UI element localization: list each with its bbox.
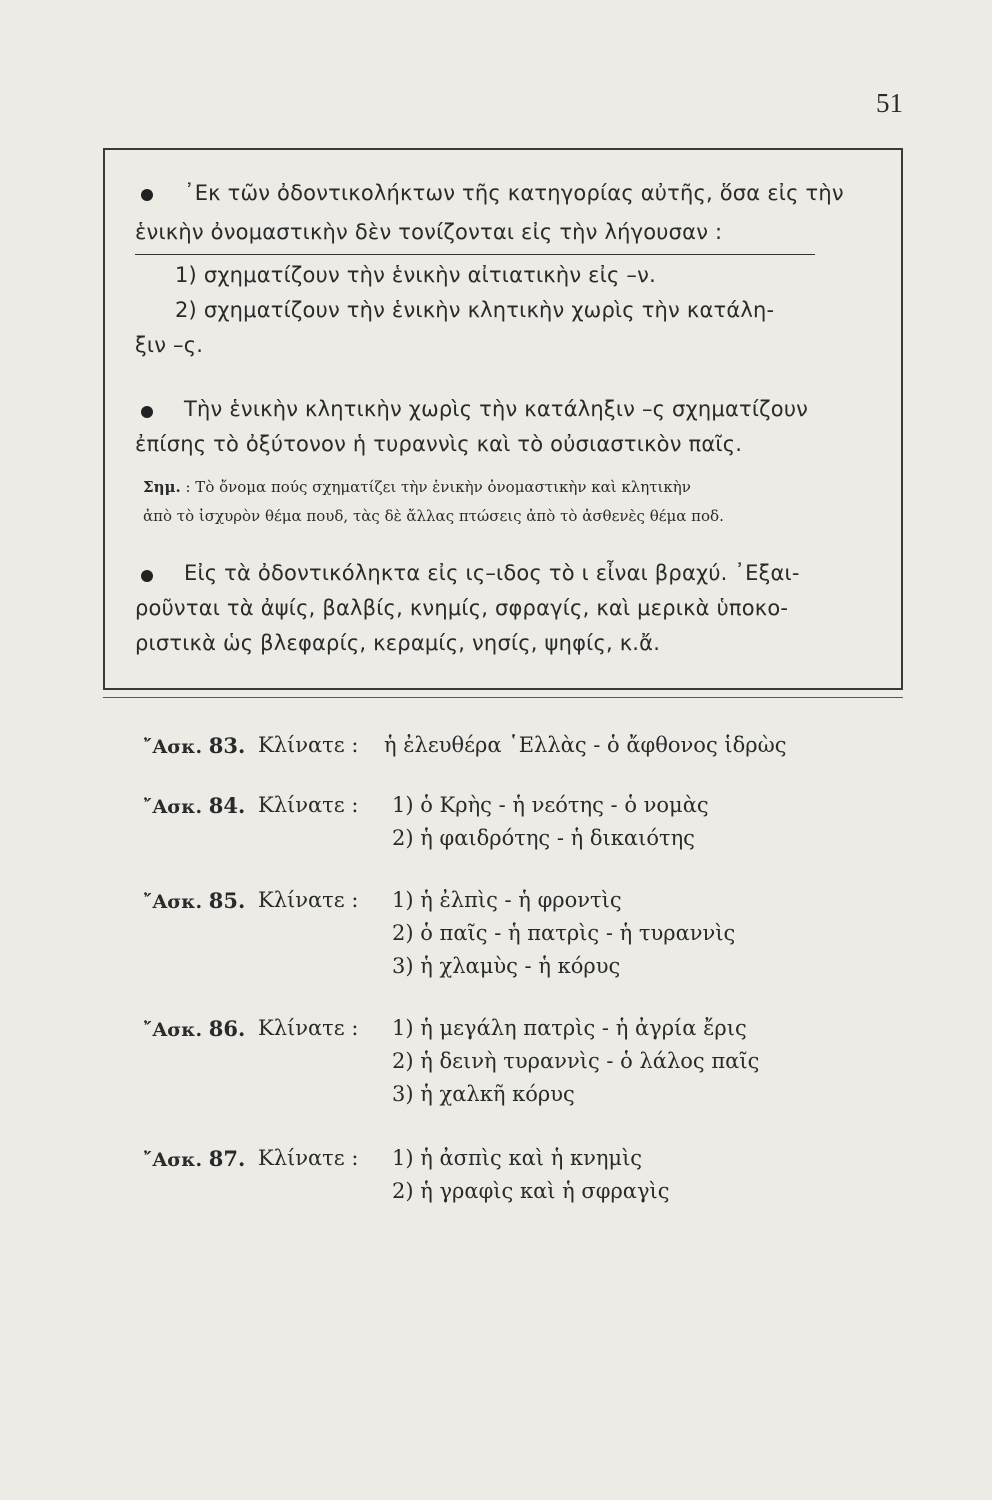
bullet-icon xyxy=(141,406,153,418)
section2-line2: ἐπίσης τὸ ὀξύτονον ἡ τυραννὶς καὶ τὸ οὐσιαστικὸν παῖς. xyxy=(135,432,743,456)
exercise-84-header xyxy=(143,793,245,818)
exercise-verb: Κλίνατε : xyxy=(258,733,359,757)
section3-line3: ριστικὰ ὡς βλεφαρίς, κεραμίς, νησίς, ψηφίς, κ.ἄ. xyxy=(135,631,661,655)
note-line2: ἀπὸ τὸ ἰσχυρὸν θέμα πουδ, τὰς δὲ ἄλλας πτώσεις ἀπὸ τὸ ἀσθενὲς θέμα ποδ. xyxy=(143,507,724,525)
exercise-number: 87. xyxy=(208,1146,246,1171)
exercise-87-header xyxy=(143,1146,245,1171)
exercise-86-header xyxy=(143,1016,245,1041)
exercise-label: ῎Ασκ. xyxy=(143,1149,203,1171)
exercise-number: 86. xyxy=(208,1016,246,1041)
section1-rule2-line2: ξιν –ς. xyxy=(135,333,204,357)
bullet-icon xyxy=(141,189,153,201)
exercise-item: 1) ὁ Κρὴς - ἡ νεότης - ὁ νομὰς xyxy=(392,793,709,817)
exercise-verb: Κλίνατε : xyxy=(258,888,359,912)
note-text1: : Τὸ ὄνομα πούς σχηματίζει τὴν ἑνικὴν ὀνομαστικὴν καὶ κλητικὴν xyxy=(180,478,691,496)
section1-intro-line2: ἑνικὴν ὀνομαστικὴν δὲν τονίζονται εἰς τὴν λήγουσαν : xyxy=(135,220,723,244)
exercise-label: ῎Ασκ. xyxy=(143,796,203,818)
exercise-85-header xyxy=(143,888,245,913)
exercise-number: 83. xyxy=(208,733,246,758)
section3-line2: ροῦνται τὰ ἀψίς, βαλβίς, κνημίς, σφραγίς, καὶ μερικὰ ὑποκο- xyxy=(135,596,789,620)
exercise-number: 84. xyxy=(208,793,246,818)
exercise-83-header xyxy=(143,733,245,758)
note-label: Σημ. xyxy=(143,478,181,496)
exercise-item: 2) ἡ φαιδρότης - ἡ δικαιότης xyxy=(392,826,695,850)
exercise-item: 3) ἡ χλαμὺς - ἡ κόρυς xyxy=(392,954,621,978)
intro-underline xyxy=(135,254,815,255)
exercise-item: 2) ἡ γραφὶς καὶ ἡ σφραγὶς xyxy=(392,1179,670,1203)
exercise-number: 85. xyxy=(208,888,246,913)
section1-rule1: 1) σχηματίζουν τὴν ἑνικὴν αἰτιατικὴν εἰς –ν. xyxy=(175,263,656,287)
section1-intro-line1: ᾿Εκ τῶν ὀδοντικολήκτων τῆς κατηγορίας αὐτῆς, ὅσα εἰς τὴν xyxy=(184,181,844,205)
exercise-label: ῎Ασκ. xyxy=(143,891,203,913)
exercise-item: 2) ἡ δεινὴ τυραννὶς - ὁ λάλος παῖς xyxy=(392,1049,760,1073)
exercise-item: ἡ ἐλευθέρα ῾Ελλὰς - ὁ ἄφθονος ἱδρὼς xyxy=(384,733,787,757)
exercise-item: 3) ἡ χαλκῆ κόρυς xyxy=(392,1082,575,1106)
note-line1 xyxy=(143,478,691,496)
exercise-label: ῎Ασκ. xyxy=(143,736,203,758)
exercise-item: 2) ὁ παῖς - ἡ πατρὶς - ἡ τυραννὶς xyxy=(392,921,736,945)
bullet-icon xyxy=(141,570,153,582)
section1-rule2-line1: 2) σχηματίζουν τὴν ἑνικὴν κλητικὴν χωρὶς τὴν κατάλη- xyxy=(175,298,775,322)
exercise-label: ῎Ασκ. xyxy=(143,1019,203,1041)
exercise-verb: Κλίνατε : xyxy=(258,1146,359,1170)
page-number: 51 xyxy=(876,88,903,118)
section3-line1: Εἰς τὰ ὀδοντικόληκτα εἰς ις–ιδος τὸ ι εἶναι βραχύ. ᾿Εξαι- xyxy=(184,561,800,585)
exercise-item: 1) ἡ ἐλπὶς - ἡ φροντὶς xyxy=(392,888,622,912)
exercise-verb: Κλίνατε : xyxy=(258,1016,359,1040)
exercise-item: 1) ἡ ἀσπὶς καὶ ἡ κνημὶς xyxy=(392,1146,643,1170)
section2-line1: Τὴν ἑνικὴν κλητικὴν χωρὶς τὴν κατάληξιν –ς σχηματίζουν xyxy=(184,397,809,421)
exercise-verb: Κλίνατε : xyxy=(258,793,359,817)
exercise-item: 1) ἡ μεγάλη πατρὶς - ἡ ἀγρία ἔρις xyxy=(392,1016,747,1040)
